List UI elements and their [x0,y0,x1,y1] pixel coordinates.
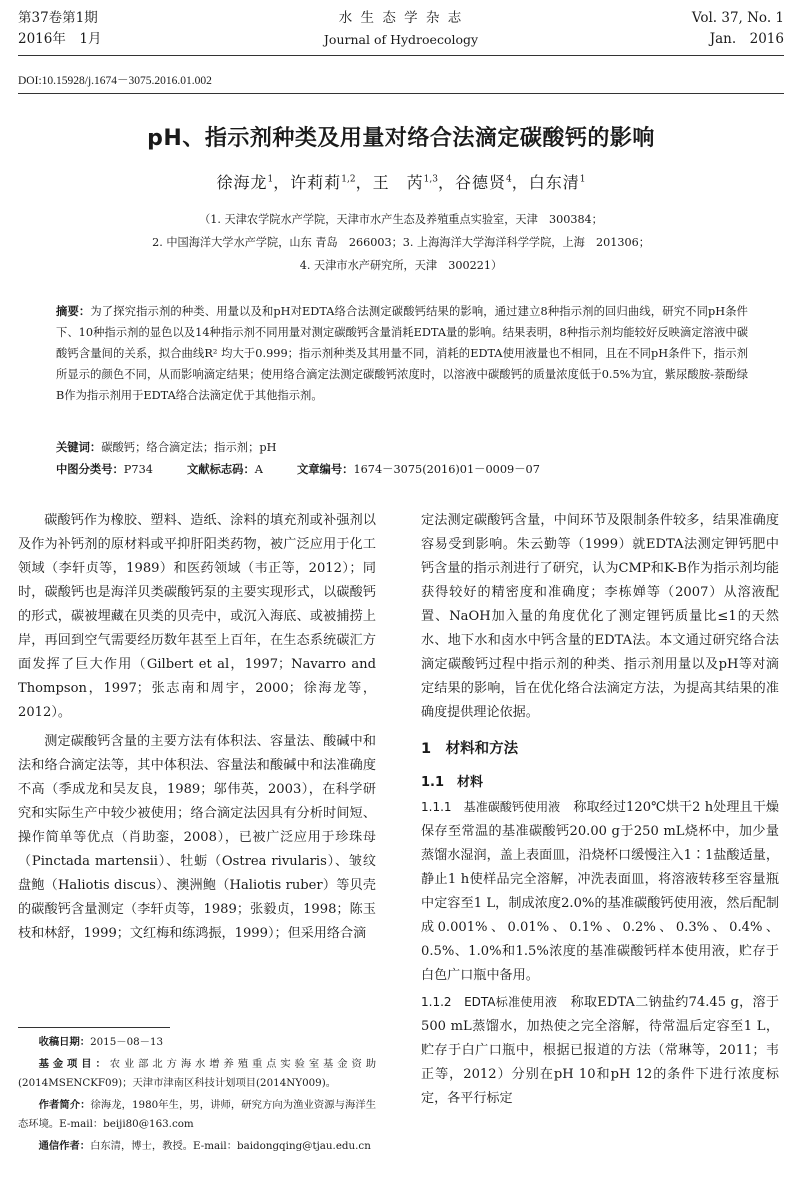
author-list: 徐海龙$^1$，许莉莉$^{1,2}$，王 芮$^{1,3}$，谷德贤$^4$，白东清$^1$ [216,173,586,192]
affiliation-line: （1. 天津农学院水产学院，天津市水产生态及养殖重点实验室，天津 300384； [199,213,603,226]
article-number-value: 1674－3075(2016)01－0009－07 [353,463,540,476]
keywords [56,437,748,458]
header-journal-cn: 水 生 态 学 杂 志 [338,10,464,26]
footnote-received [18,1033,376,1052]
body-text: 称取经过120℃烘干2 h处理且干燥保存至常温的基准碳酸钙20.00 g于250 mL烧杯中，加少量蒸馏水湿润，盖上表面皿，沿烧杯口缓慢注入1∶1盐酸适量，静止1 h使样品完全溶解，冲洗表面皿，将溶液转移至容量瓶中定容至1 L，制成浓度2.0%的基准碳酸钙使用液，然后配制成0.001%、0.01%、0.1%、0.2%、0.3%、0.4%、0.5%、1.0%和1.5%浓度的基准碳酸钙样本使用液，贮存于白色广口瓶中备用。 [421,800,779,983]
footnote-label: 作者简介： [38,1099,91,1111]
footnote-corresponding [18,1137,376,1156]
subsection-heading: 1.1 材料 [421,775,484,790]
author-name: 徐海龙 [216,173,268,192]
header-volume-en: Vol. 37, No. 1 [691,10,784,26]
affiliation-line: 4. 天津市水产研究所，天津 300221） [299,259,503,272]
body-paragraph: 碳酸钙作为橡胶、塑料、造纸、涂料的填充剂或补强剂以及作为补钙剂的原材料或平抑肝阳类药物，被广泛应用于化工领域（李轩贞等，1989）和医药领域（韦正等，2012）；同时，碳酸钙也是海洋贝类碳酸钙泵的主要实现形式，以碳酸钙的形式，碳被埋藏在贝类的贝壳中，或沉入海底、或被捕捞上岸，再回到空气需要经历数年甚至上百年，在生态系统碳汇方面发挥了巨大作用（Gilbert et al，1997；Navarro and Thompson，1997；张志南和周宇，2000；徐海龙等，2012）。 [18,513,376,720]
header-date-cn: 2016年 1月 [18,31,102,47]
author-name: 谷德贤 [454,173,506,192]
footnote-text: 农业部北方海水增养殖重点实验室基金资助(2014MSENCKF09)；天津市津南区科技计划项目(2014NY009)。 [18,1058,377,1089]
classification [56,459,748,480]
body-paragraph: 定法测定碳酸钙含量，中间环节及限制条件较多，结果准确度容易受到影响。朱云勤等（1999）就EDTA法测定钾钙肥中钙含量的指示剂进行了研究，认为CMP和K-B作为指示剂均能获得较好的精密度和准确度；李栋婵等（2007）从溶液配置、NaOH加入量的角度优化了测定锂钙质量比≤1的天然水、地下水和卤水中钙含量的EDTA法。本文通过研究络合法滴定碳酸钙过程中指示剂的种类、指示剂用量以及pH等对滴定结果的影响，旨在优化络合法滴定方法，为提高其结果的准确度提供理论依据。 [421,513,779,720]
section-heading: 1 材料和方法 [421,741,519,757]
affiliation-line: 2. 中国海洋大学水产学院，山东 青岛 266003；3. 上海海洋大学海洋科学学院，上海 201306； [152,236,650,249]
footnotes [18,1033,376,1159]
author-name: 白东清 [528,173,580,192]
article-number-label: 文章编号： [296,463,354,476]
subsubsection-label: 1.1.2 EDTA标准使用液 [421,995,558,1009]
header-date-en: Jan. 2016 [709,31,784,47]
abstract [56,301,748,406]
body-paragraph [421,990,779,1111]
author-name: 许莉莉 [290,173,342,192]
author-affil-sup: 1 [267,174,274,185]
doi: DOI:10.15928/j.1674－3075.2016.01.002 [18,75,212,87]
footnote-label: 基金项目： [38,1058,110,1070]
right-column [421,509,779,1111]
left-column [18,509,376,946]
footnote-rule [18,1027,170,1028]
affiliations [60,208,742,277]
abstract-text: 为了探究指示剂的种类、用量以及和pH对EDTA络合法测定碳酸钙结果的影响，通过建立8种指示剂的回归曲线，研究不同pH条件下、10种指示剂的显色以及14种指示剂不同用量对测定碳酸钙含量消耗EDTA量的影响。结果表明，8种指示剂均能较好反映滴定溶液中碳酸钙含量间的关系，拟合曲线R² 均大于0.999；指示剂种类及其用量不同，消耗的EDTA使用液量也不相同，且在不同pH条件下，指示剂所显示的颜色不同，从而影响滴定结果；使用络合滴定法测定碳酸钙浓度时，以溶液中碳酸钙的质量浓度低于0.5%为宜，紫尿酸胺-萘酚绿B作为指示剂用于EDTA络合法滴定优于其他指示剂。 [56,305,748,402]
body-paragraph [421,795,779,988]
doc-code-label: 文献标志码： [186,463,255,476]
body-paragraph: 测定碳酸钙含量的主要方法有体积法、容量法、酸碱中和法和络合滴定法等，其中体积法、容量法和酸碱中和法准确度不高（季成龙和吴友良，1989；邬伟英，2003），在科学研究和实际生产中较少被使用；络合滴定法因具有分析时间短、操作简单等优点（肖助銮，2008），已被广泛应用于珍珠母（Pinctada martensii）、牡蛎（Ostrea rivularis）、皱纹盘鲍（Haliotis discus）、澳洲鲍（Haliotis ruber）等贝壳的碳酸钙含量测定（李轩贞等，1989；张毅贞，1998；陈玉枝和林舒，1999；文红梅和练鸿振，1999）；但采用络合滴 [18,734,376,941]
paper-title: pH、指示剂种类及用量对络合法滴定碳酸钙的影响 [147,126,655,151]
header-volume-cn: 第37卷第1期 [18,10,98,26]
author-name: 王 芮 [372,173,424,192]
author-affil-sup: 1,3 [423,174,438,185]
author-affil-sup: 1 [579,174,586,185]
doi-rule [18,93,784,94]
author-affil-sup: 4 [506,174,512,185]
header-rule [18,55,784,56]
footnote-fund [18,1055,376,1093]
keywords-text: 碳酸钙；络合滴定法；指示剂；pH [101,441,277,454]
footnote-text: 2015－08－13 [90,1036,164,1048]
footnote-label: 收稿日期： [38,1036,91,1048]
clc-value: P734 [123,463,153,476]
abstract-label: 摘要： [56,305,91,318]
header-journal-en: Journal of Hydroecology [323,32,479,47]
footnote-text: 徐海龙，1980年生，男，讲师，研究方向为渔业资源与海洋生态环境。E-mail：beiji80@163.com [18,1099,376,1130]
footnote-label: 通信作者： [38,1140,91,1152]
doc-code-value: A [254,463,263,476]
footnote-author [18,1096,376,1134]
subsubsection-label: 1.1.1 基准碳酸钙使用液 [421,800,561,814]
body-text: 称取EDTA二钠盐约74.45 g，溶于500 mL蒸馏水，加热使之完全溶解，待常温后定容至1 L，贮存于白广口瓶中，根据已报道的方法（常琳等，2011；韦正等，2012）分别在pH 10和pH 12的条件下进行浓度标定，各平行标定 [421,995,780,1106]
clc-label: 中图分类号： [56,463,124,476]
author-affil-sup: 1,2 [341,174,356,185]
keywords-label: 关键词： [56,441,102,454]
footnote-text: 白东清，博士，教授。E-mail：baidongqing@tjau.edu.cn [90,1140,371,1152]
